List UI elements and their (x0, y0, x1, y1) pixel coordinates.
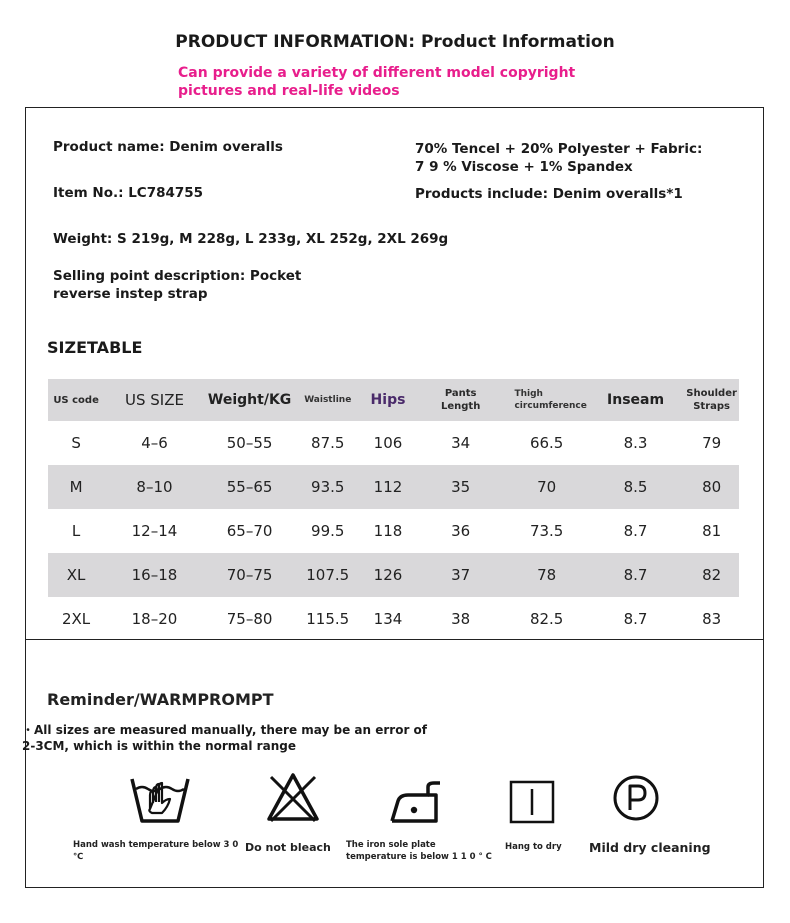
cell-inseam: 8.7 (623, 610, 648, 628)
hand-wash-icon (128, 773, 192, 825)
cell-waistline: 93.5 (311, 478, 345, 496)
table-row (48, 553, 739, 597)
copyright-note: Can provide a variety of different model copyright pictures and real-life videos (178, 65, 576, 99)
header-us-code: US code (53, 394, 99, 406)
cell-us-size: 18–20 (131, 610, 178, 628)
cell-weight: 70–75 (226, 566, 273, 584)
table-row (48, 421, 739, 465)
cell-us-code: S (71, 434, 81, 452)
cell-shoulder: 80 (702, 478, 722, 496)
cell-hips: 126 (373, 566, 403, 584)
cell-thigh: 73.5 (529, 522, 564, 540)
header-us-size: US SIZE (125, 391, 184, 409)
cell-hips: 118 (373, 522, 403, 540)
do-not-bleach-icon (265, 771, 321, 823)
cell-us-code: L (71, 522, 81, 540)
iron-label-line1: The iron sole plate (346, 840, 436, 850)
iron-label-line2: temperature is below 1 1 0 ° C (346, 852, 492, 862)
cell-pants-length: 34 (451, 434, 471, 452)
cell-thigh: 66.5 (529, 434, 564, 452)
header-shoulder-line1: Shoulder (686, 388, 737, 399)
header-hips: Hips (370, 392, 406, 408)
table-row (48, 465, 739, 509)
cell-us-size: 8–10 (136, 478, 173, 496)
header-shoulder-straps (684, 379, 739, 421)
cell-hips: 134 (373, 610, 403, 628)
size-table (48, 379, 739, 641)
cell-us-code: XL (66, 566, 86, 584)
do-not-bleach-label: Do not bleach (245, 841, 331, 854)
header-thigh (506, 379, 586, 421)
cell-weight: 65–70 (226, 522, 273, 540)
cell-hips: 106 (373, 434, 403, 452)
iron-label (346, 839, 492, 863)
cell-thigh: 82.5 (529, 610, 564, 628)
table-row (48, 509, 739, 553)
hang-dry-icon (509, 780, 555, 824)
reminder-text: ・All sizes are measured manually, there may be an error of 2-3CM, which is within the normal range (22, 723, 428, 753)
cell-us-size: 12–14 (131, 522, 178, 540)
page-title: PRODUCT INFORMATION: Product Information (175, 32, 615, 52)
header-pants-length (415, 379, 507, 421)
product-composition: 70% Tencel + 20% Polyester + Fabric: 7 9 % Viscose + 1% Spandex (415, 141, 703, 175)
header-thigh-line2: circumference (514, 401, 587, 411)
hand-wash-label-line2: ℃ (73, 852, 84, 862)
cell-shoulder: 83 (702, 610, 722, 628)
cell-thigh: 78 (537, 566, 557, 584)
header-waistline: Waistline (304, 395, 352, 405)
cell-us-code: 2XL (61, 610, 91, 628)
size-table-header (48, 379, 739, 421)
cell-waistline: 115.5 (306, 610, 350, 628)
cell-pants-length: 37 (451, 566, 471, 584)
cell-shoulder: 79 (702, 434, 722, 452)
hang-dry-label: Hang to dry (505, 842, 562, 852)
cell-waistline: 99.5 (311, 522, 345, 540)
dry-clean-label: Mild dry cleaning (589, 840, 711, 855)
cell-weight: 50–55 (226, 434, 273, 452)
item-number: Item No.: LC784755 (53, 185, 204, 201)
cell-inseam: 8.7 (623, 566, 648, 584)
cell-weight: 75–80 (226, 610, 273, 628)
cell-inseam: 8.3 (623, 434, 648, 452)
cell-shoulder: 82 (702, 566, 722, 584)
cell-thigh: 70 (537, 478, 557, 496)
product-weight: Weight: S 219g, M 228g, L 233g, XL 252g, 2XL 269g (53, 231, 449, 247)
cell-us-code: M (69, 478, 83, 496)
cell-shoulder: 81 (702, 522, 722, 540)
cell-waistline: 87.5 (311, 434, 345, 452)
cell-pants-length: 35 (451, 478, 471, 496)
cell-inseam: 8.7 (623, 522, 648, 540)
cell-hips: 112 (373, 478, 403, 496)
selling-point: Selling point description: Pocket reverse instep strap (53, 268, 302, 302)
cell-weight: 55–65 (226, 478, 273, 496)
table-row (48, 597, 739, 641)
reminder-title: Reminder/WARMPROMPT (47, 690, 274, 709)
cell-us-size: 4–6 (141, 434, 168, 452)
hand-wash-label-line1: Hand wash temperature below 3 0 (73, 840, 239, 850)
header-pants-length-line2: Length (441, 401, 481, 412)
cell-us-size: 16–18 (131, 566, 178, 584)
header-pants-length-line1: Pants (444, 388, 477, 399)
product-name: Product name: Denim overalls (53, 139, 283, 155)
cell-pants-length: 38 (451, 610, 471, 628)
size-table-title: SIZETABLE (47, 338, 143, 357)
header-thigh-line1: Thigh (514, 389, 543, 399)
hand-wash-label (73, 839, 248, 863)
iron-icon (388, 779, 442, 825)
header-shoulder-line2: Straps (693, 401, 730, 412)
header-inseam: Inseam (607, 392, 665, 408)
dry-clean-icon (612, 774, 660, 822)
cell-waistline: 107.5 (306, 566, 350, 584)
header-weight: Weight/KG (207, 392, 292, 408)
cell-pants-length: 36 (451, 522, 471, 540)
cell-inseam: 8.5 (623, 478, 648, 496)
products-include: Products include: Denim overalls*1 (415, 186, 683, 202)
